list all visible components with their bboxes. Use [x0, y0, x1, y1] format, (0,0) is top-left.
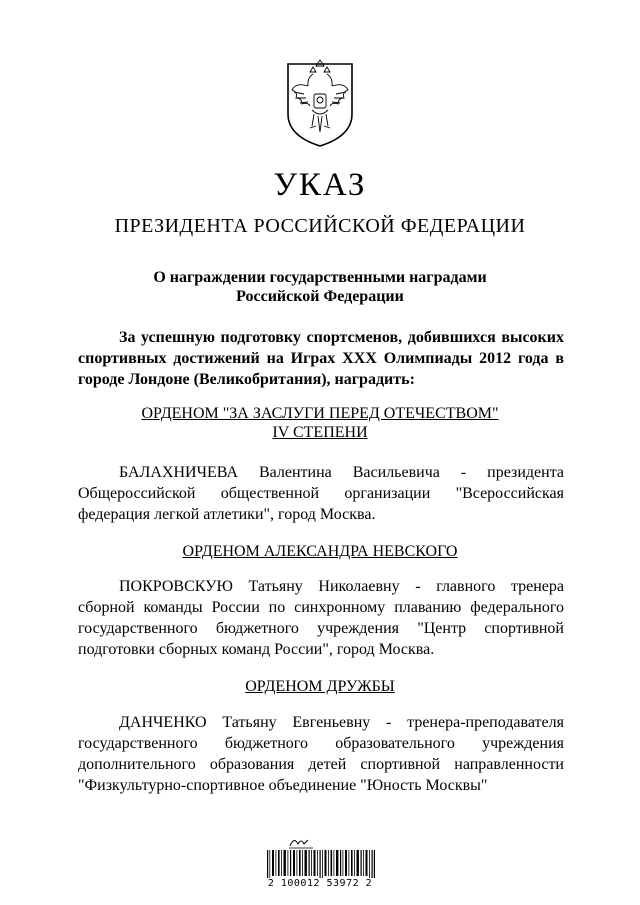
- decree-title: УКАЗ: [273, 167, 367, 203]
- recipient-danchenko: ДАНЧЕНКО Татьяну Евгеньевну - тренера-преподавателя государственного бюджетного образовательного учреждения дополнительного образования детей спортивной направленности "Физкультурно-спортивное объединение "Юность Москвы": [78, 714, 564, 794]
- barcode-logo-mark: [286, 834, 316, 850]
- decree-preamble: За успешную подготовку спортсменов, добившихся высоких спортивных достижений на Играх XXX Олимпиады 2012 года в городе Лондоне (Великобритания), наградить:: [78, 329, 564, 388]
- award-heading-line-1: ОРДЕНОМ ДРУЖБЫ: [245, 678, 395, 695]
- award-heading-line-2: IV СТЕПЕНИ: [272, 424, 368, 441]
- award-heading-order-of-merit: [0, 404, 640, 442]
- decree-subject: [0, 268, 640, 306]
- award-heading-order-of-friendship: [0, 677, 640, 696]
- recipient-pokrovskaya: ПОКРОВСКУЮ Татьяну Николаевну - главного тренера сборной команды России по синхронному плаванию федерального государственного бюджетного учреждения "Центр спортивной подготовки сборных команд России", город Москва.: [78, 578, 564, 658]
- award-heading-line-1: ОРДЕНОМ АЛЕКСАНДРА НЕВСКОГО: [182, 543, 458, 560]
- subject-line-1: О награждении государственными наградами: [153, 269, 487, 286]
- barcode-icon: [267, 850, 375, 878]
- award-heading-line-1: ОРДЕНОМ "ЗА ЗАСЛУГИ ПЕРЕД ОТЕЧЕСТВОМ": [141, 405, 499, 422]
- subject-line-2: Российской Федерации: [236, 288, 404, 305]
- barcode-number: 2 100012 53972 2: [267, 878, 373, 889]
- coat-of-arms-emblem: [282, 56, 358, 148]
- decree-issuer: ПРЕЗИДЕНТА РОССИЙСКОЙ ФЕДЕРАЦИИ: [114, 215, 526, 237]
- recipient-balakhnichev: БАЛАХНИЧЕВА Валентина Васильевича - президента Общероссийской общественной организации "Всероссийская федерация легкой атлетики", город Москва.: [78, 464, 564, 523]
- award-heading-order-of-nevsky: [0, 542, 640, 561]
